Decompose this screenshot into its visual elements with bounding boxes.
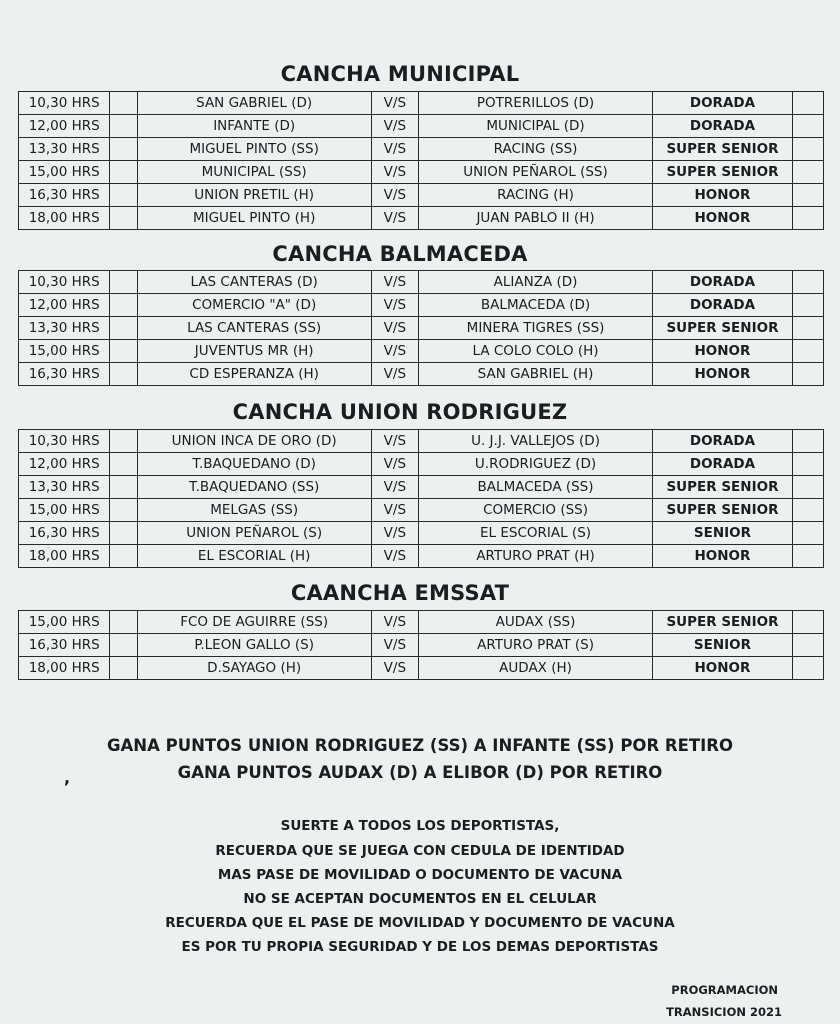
empty-cell: [110, 545, 137, 568]
table-row: [19, 634, 824, 657]
empty-cell: [110, 657, 137, 680]
away-team-cell: UNION PEÑAROL (SS): [418, 161, 652, 184]
category-cell: HONOR: [653, 657, 793, 680]
time-cell: 10,30 HRS: [19, 271, 110, 294]
versus-cell: V/S: [371, 184, 418, 207]
table-row: [19, 611, 824, 634]
empty-cell: [792, 271, 823, 294]
table-row: [19, 207, 824, 230]
category-cell: SUPER SENIOR: [653, 161, 793, 184]
home-team-cell: LAS CANTERAS (SS): [137, 317, 371, 340]
away-team-cell: RACING (SS): [418, 138, 652, 161]
empty-cell: [110, 115, 137, 138]
category-cell: SUPER SENIOR: [653, 611, 793, 634]
away-team-cell: ARTURO PRAT (H): [418, 545, 652, 568]
category-cell: SUPER SENIOR: [653, 317, 793, 340]
announcement-2: GANA PUNTOS AUDAX (D) A ELIBOR (D) POR RETIRO: [177, 763, 663, 782]
home-team-cell: SAN GABRIEL (D): [137, 92, 371, 115]
announcement-1: GANA PUNTOS UNION RODRIGUEZ (SS) A INFANTE (SS) POR RETIRO: [106, 736, 734, 755]
schedule-table-union-rodriguez: [18, 429, 824, 568]
category-cell: DORADA: [653, 453, 793, 476]
time-cell: 15,00 HRS: [19, 161, 110, 184]
away-team-cell: BALMACEDA (D): [418, 294, 652, 317]
schedule-table-emssat: [18, 610, 824, 680]
empty-cell: [792, 611, 823, 634]
home-team-cell: FCO DE AGUIRRE (SS): [137, 611, 371, 634]
category-cell: DORADA: [653, 115, 793, 138]
time-cell: 16,30 HRS: [19, 184, 110, 207]
empty-cell: [792, 115, 823, 138]
table-row: [19, 430, 824, 453]
home-team-cell: P.LEON GALLO (S): [137, 634, 371, 657]
table-row: [19, 453, 824, 476]
away-team-cell: RACING (H): [418, 184, 652, 207]
versus-cell: V/S: [371, 522, 418, 545]
category-cell: HONOR: [653, 184, 793, 207]
empty-cell: [792, 161, 823, 184]
table-row: [19, 115, 824, 138]
section-title-balmaceda: CANCHA BALMACEDA: [272, 242, 528, 266]
table-row: [19, 657, 824, 680]
section-title-municipal: CANCHA MUNICIPAL: [280, 62, 520, 86]
category-cell: SUPER SENIOR: [653, 476, 793, 499]
away-team-cell: U. J.J. VALLEJOS (D): [418, 430, 652, 453]
away-team-cell: AUDAX (SS): [418, 611, 652, 634]
table-row: [19, 271, 824, 294]
away-team-cell: ARTURO PRAT (S): [418, 634, 652, 657]
versus-cell: V/S: [371, 207, 418, 230]
versus-cell: V/S: [371, 545, 418, 568]
reminder-line: MAS PASE DE MOVILIDAD O DOCUMENTO DE VACUNA: [217, 867, 623, 883]
versus-cell: V/S: [371, 340, 418, 363]
time-cell: 18,00 HRS: [19, 657, 110, 680]
time-cell: 15,00 HRS: [19, 499, 110, 522]
table-row: [19, 161, 824, 184]
table-row: [19, 138, 824, 161]
schedule-body: [19, 92, 824, 230]
empty-cell: [110, 499, 137, 522]
category-cell: DORADA: [653, 430, 793, 453]
empty-cell: [110, 430, 137, 453]
empty-cell: [110, 317, 137, 340]
time-cell: 13,30 HRS: [19, 317, 110, 340]
time-cell: 12,00 HRS: [19, 294, 110, 317]
section-title-emssat: CAANCHA EMSSAT: [290, 581, 510, 605]
category-cell: SUPER SENIOR: [653, 138, 793, 161]
reminder-line: NO SE ACEPTAN DOCUMENTOS EN EL CELULAR: [243, 891, 597, 907]
empty-cell: [110, 476, 137, 499]
schedule-table-municipal: [18, 91, 824, 230]
away-team-cell: JUAN PABLO II (H): [418, 207, 652, 230]
empty-cell: [792, 92, 823, 115]
schedule-body: [19, 430, 824, 568]
time-cell: 10,30 HRS: [19, 92, 110, 115]
versus-cell: V/S: [371, 363, 418, 386]
versus-cell: V/S: [371, 499, 418, 522]
empty-cell: [110, 161, 137, 184]
time-cell: 10,30 HRS: [19, 430, 110, 453]
home-team-cell: CD ESPERANZA (H): [137, 363, 371, 386]
empty-cell: [792, 184, 823, 207]
away-team-cell: AUDAX (H): [418, 657, 652, 680]
empty-cell: [792, 499, 823, 522]
empty-cell: [792, 453, 823, 476]
category-cell: HONOR: [653, 363, 793, 386]
category-cell: HONOR: [653, 340, 793, 363]
away-team-cell: U.RODRIGUEZ (D): [418, 453, 652, 476]
away-team-cell: POTRERILLOS (D): [418, 92, 652, 115]
empty-cell: [110, 363, 137, 386]
home-team-cell: EL ESCORIAL (H): [137, 545, 371, 568]
versus-cell: V/S: [371, 271, 418, 294]
empty-cell: [792, 430, 823, 453]
versus-cell: V/S: [371, 430, 418, 453]
time-cell: 15,00 HRS: [19, 611, 110, 634]
category-cell: SENIOR: [653, 634, 793, 657]
empty-cell: [792, 207, 823, 230]
away-team-cell: MUNICIPAL (D): [418, 115, 652, 138]
versus-cell: V/S: [371, 634, 418, 657]
table-row: [19, 317, 824, 340]
home-team-cell: UNION INCA DE ORO (D): [137, 430, 371, 453]
away-team-cell: EL ESCORIAL (S): [418, 522, 652, 545]
empty-cell: [110, 611, 137, 634]
schedule-table-balmaceda: [18, 270, 824, 386]
table-row: [19, 294, 824, 317]
category-cell: SENIOR: [653, 522, 793, 545]
time-cell: 13,30 HRS: [19, 476, 110, 499]
time-cell: 18,00 HRS: [19, 207, 110, 230]
table-row: [19, 92, 824, 115]
away-team-cell: LA COLO COLO (H): [418, 340, 652, 363]
empty-cell: [792, 294, 823, 317]
schedule-body: [19, 271, 824, 386]
empty-cell: [792, 522, 823, 545]
category-cell: SUPER SENIOR: [653, 499, 793, 522]
empty-cell: [110, 453, 137, 476]
empty-cell: [792, 657, 823, 680]
empty-cell: [110, 294, 137, 317]
category-cell: HONOR: [653, 207, 793, 230]
time-cell: 16,30 HRS: [19, 522, 110, 545]
empty-cell: [792, 634, 823, 657]
category-cell: DORADA: [653, 92, 793, 115]
stray-mark: ,: [64, 768, 71, 787]
time-cell: 16,30 HRS: [19, 634, 110, 657]
empty-cell: [792, 363, 823, 386]
time-cell: 12,00 HRS: [19, 453, 110, 476]
empty-cell: [792, 340, 823, 363]
away-team-cell: ALIANZA (D): [418, 271, 652, 294]
empty-cell: [792, 545, 823, 568]
empty-cell: [110, 138, 137, 161]
time-cell: 15,00 HRS: [19, 340, 110, 363]
home-team-cell: MUNICIPAL (SS): [137, 161, 371, 184]
table-row: [19, 363, 824, 386]
time-cell: 12,00 HRS: [19, 115, 110, 138]
time-cell: 16,30 HRS: [19, 363, 110, 386]
away-team-cell: MINERA TIGRES (SS): [418, 317, 652, 340]
home-team-cell: D.SAYAGO (H): [137, 657, 371, 680]
time-cell: 18,00 HRS: [19, 545, 110, 568]
empty-cell: [792, 476, 823, 499]
away-team-cell: BALMACEDA (SS): [418, 476, 652, 499]
table-row: [19, 184, 824, 207]
away-team-cell: SAN GABRIEL (H): [418, 363, 652, 386]
table-row: [19, 545, 824, 568]
home-team-cell: INFANTE (D): [137, 115, 371, 138]
table-row: [19, 522, 824, 545]
home-team-cell: MIGUEL PINTO (H): [137, 207, 371, 230]
empty-cell: [110, 92, 137, 115]
home-team-cell: COMERCIO "A" (D): [137, 294, 371, 317]
home-team-cell: MELGAS (SS): [137, 499, 371, 522]
time-cell: 13,30 HRS: [19, 138, 110, 161]
reminder-line: RECUERDA QUE EL PASE DE MOVILIDAD Y DOCUMENTO DE VACUNA: [165, 915, 675, 931]
footer-program-label: PROGRAMACION: [671, 983, 778, 997]
versus-cell: V/S: [371, 161, 418, 184]
versus-cell: V/S: [371, 453, 418, 476]
empty-cell: [110, 184, 137, 207]
versus-cell: V/S: [371, 92, 418, 115]
empty-cell: [110, 522, 137, 545]
home-team-cell: UNION PEÑAROL (S): [137, 522, 371, 545]
versus-cell: V/S: [371, 294, 418, 317]
empty-cell: [110, 340, 137, 363]
home-team-cell: JUVENTUS MR (H): [137, 340, 371, 363]
table-row: [19, 476, 824, 499]
home-team-cell: T.BAQUEDANO (SS): [137, 476, 371, 499]
section-title-union-rodriguez: CANCHA UNION RODRIGUEZ: [232, 400, 568, 424]
table-row: [19, 499, 824, 522]
empty-cell: [792, 317, 823, 340]
home-team-cell: MIGUEL PINTO (SS): [137, 138, 371, 161]
versus-cell: V/S: [371, 138, 418, 161]
home-team-cell: LAS CANTERAS (D): [137, 271, 371, 294]
reminder-line: ES POR TU PROPIA SEGURIDAD Y DE LOS DEMAS DEPORTISTAS: [181, 939, 659, 955]
category-cell: HONOR: [653, 545, 793, 568]
versus-cell: V/S: [371, 611, 418, 634]
versus-cell: V/S: [371, 476, 418, 499]
empty-cell: [110, 271, 137, 294]
reminder-line: RECUERDA QUE SE JUEGA CON CEDULA DE IDENTIDAD: [215, 843, 625, 859]
empty-cell: [792, 138, 823, 161]
home-team-cell: UNION PRETIL (H): [137, 184, 371, 207]
schedule-body: [19, 611, 824, 680]
category-cell: DORADA: [653, 271, 793, 294]
away-team-cell: COMERCIO (SS): [418, 499, 652, 522]
versus-cell: V/S: [371, 115, 418, 138]
footer-transition-label: TRANSICION 2021: [666, 1005, 782, 1019]
home-team-cell: T.BAQUEDANO (D): [137, 453, 371, 476]
reminder-line: SUERTE A TODOS LOS DEPORTISTAS,: [280, 818, 560, 834]
table-row: [19, 340, 824, 363]
empty-cell: [110, 207, 137, 230]
versus-cell: V/S: [371, 657, 418, 680]
category-cell: DORADA: [653, 294, 793, 317]
empty-cell: [110, 634, 137, 657]
versus-cell: V/S: [371, 317, 418, 340]
